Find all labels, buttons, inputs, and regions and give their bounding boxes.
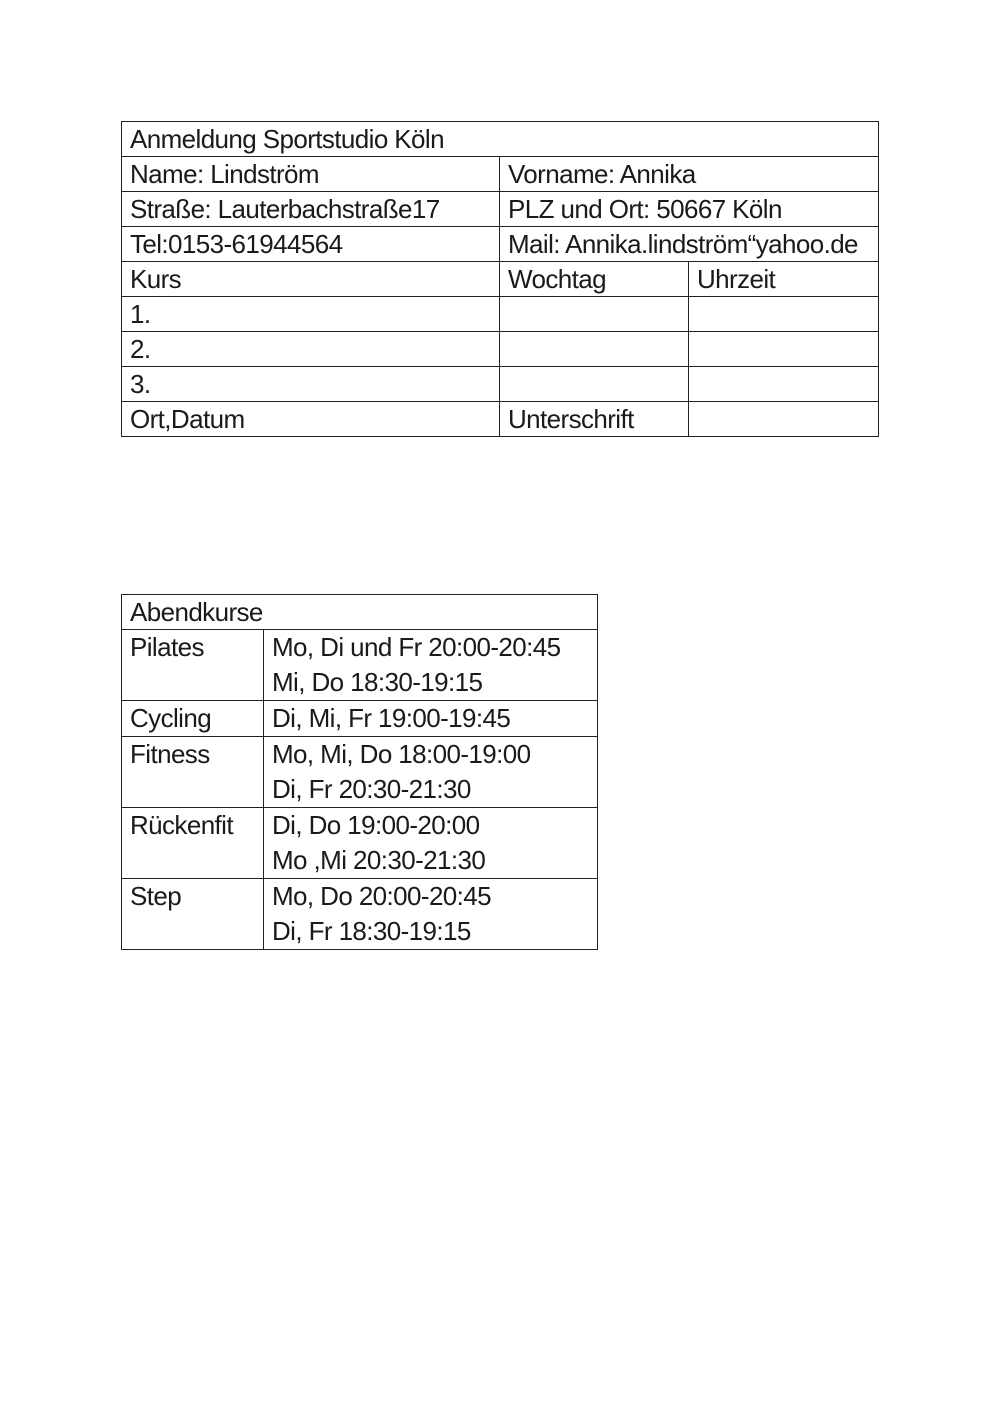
table-row: [122, 157, 879, 192]
mail-field: Mail: Annika.lindström“yahoo.de: [500, 227, 879, 262]
evening-courses-table: [121, 594, 598, 950]
course-times: [264, 701, 598, 737]
courses-title: Abendkurse: [122, 595, 598, 630]
unterschrift-label: Unterschrift: [500, 402, 689, 437]
course-time-line: Di, Fr 20:30-21:30: [272, 774, 471, 804]
uhrzeit-cell-1[interactable]: [689, 297, 879, 332]
course-times: [264, 879, 598, 950]
table-row: [122, 630, 598, 701]
course-name: Step: [122, 879, 264, 950]
name-field: Name: Lindström: [122, 157, 500, 192]
course-times: [264, 808, 598, 879]
course-time-line: Mo, Do 20:00-20:45: [272, 881, 492, 911]
course-time-line: Mo, Di und Fr 20:00-20:45: [272, 632, 561, 662]
course-times: [264, 630, 598, 701]
registration-form-table: [121, 121, 879, 437]
table-row: [122, 808, 598, 879]
table-row: [122, 122, 879, 157]
course-name: Fitness: [122, 737, 264, 808]
uhrzeit-cell-3[interactable]: [689, 367, 879, 402]
table-row: [122, 227, 879, 262]
wochtag-cell-1[interactable]: [500, 297, 689, 332]
table-row: [122, 737, 598, 808]
header-kurs: Kurs: [122, 262, 500, 297]
uhrzeit-cell-2[interactable]: [689, 332, 879, 367]
table-row: [122, 367, 879, 402]
strasse-field: Straße: Lauterbachstraße17: [122, 192, 500, 227]
unterschrift-cell[interactable]: [689, 402, 879, 437]
tel-field: Tel:0153-61944564: [122, 227, 500, 262]
vorname-field: Vorname: Annika: [500, 157, 879, 192]
wochtag-cell-2[interactable]: [500, 332, 689, 367]
kurs-row-1-label: 1.: [122, 297, 500, 332]
table-row: [122, 297, 879, 332]
course-name: Pilates: [122, 630, 264, 701]
table-row: [122, 402, 879, 437]
course-name: Cycling: [122, 701, 264, 737]
table-row: [122, 595, 598, 630]
course-time-line: Di, Fr 18:30-19:15: [272, 916, 471, 946]
table-row: [122, 192, 879, 227]
table-row: [122, 879, 598, 950]
table-row: [122, 332, 879, 367]
table-row: [122, 701, 598, 737]
ort-datum-field: Ort,Datum: [122, 402, 500, 437]
course-times: [264, 737, 598, 808]
course-time-line: Di, Mi, Fr 19:00-19:45: [272, 703, 511, 733]
course-time-line: Di, Do 19:00-20:00: [272, 810, 480, 840]
course-time-line: Mo ,Mi 20:30-21:30: [272, 845, 486, 875]
course-name: Rückenfit: [122, 808, 264, 879]
course-time-line: Mo, Mi, Do 18:00-19:00: [272, 739, 531, 769]
wochtag-cell-3[interactable]: [500, 367, 689, 402]
form-title: Anmeldung Sportstudio Köln: [122, 122, 879, 157]
plz-ort-field: PLZ und Ort: 50667 Köln: [500, 192, 879, 227]
header-wochtag: Wochtag: [500, 262, 689, 297]
header-uhrzeit: Uhrzeit: [689, 262, 879, 297]
kurs-row-3-label: 3.: [122, 367, 500, 402]
table-header-row: [122, 262, 879, 297]
kurs-row-2-label: 2.: [122, 332, 500, 367]
course-time-line: Mi, Do 18:30-19:15: [272, 667, 483, 697]
